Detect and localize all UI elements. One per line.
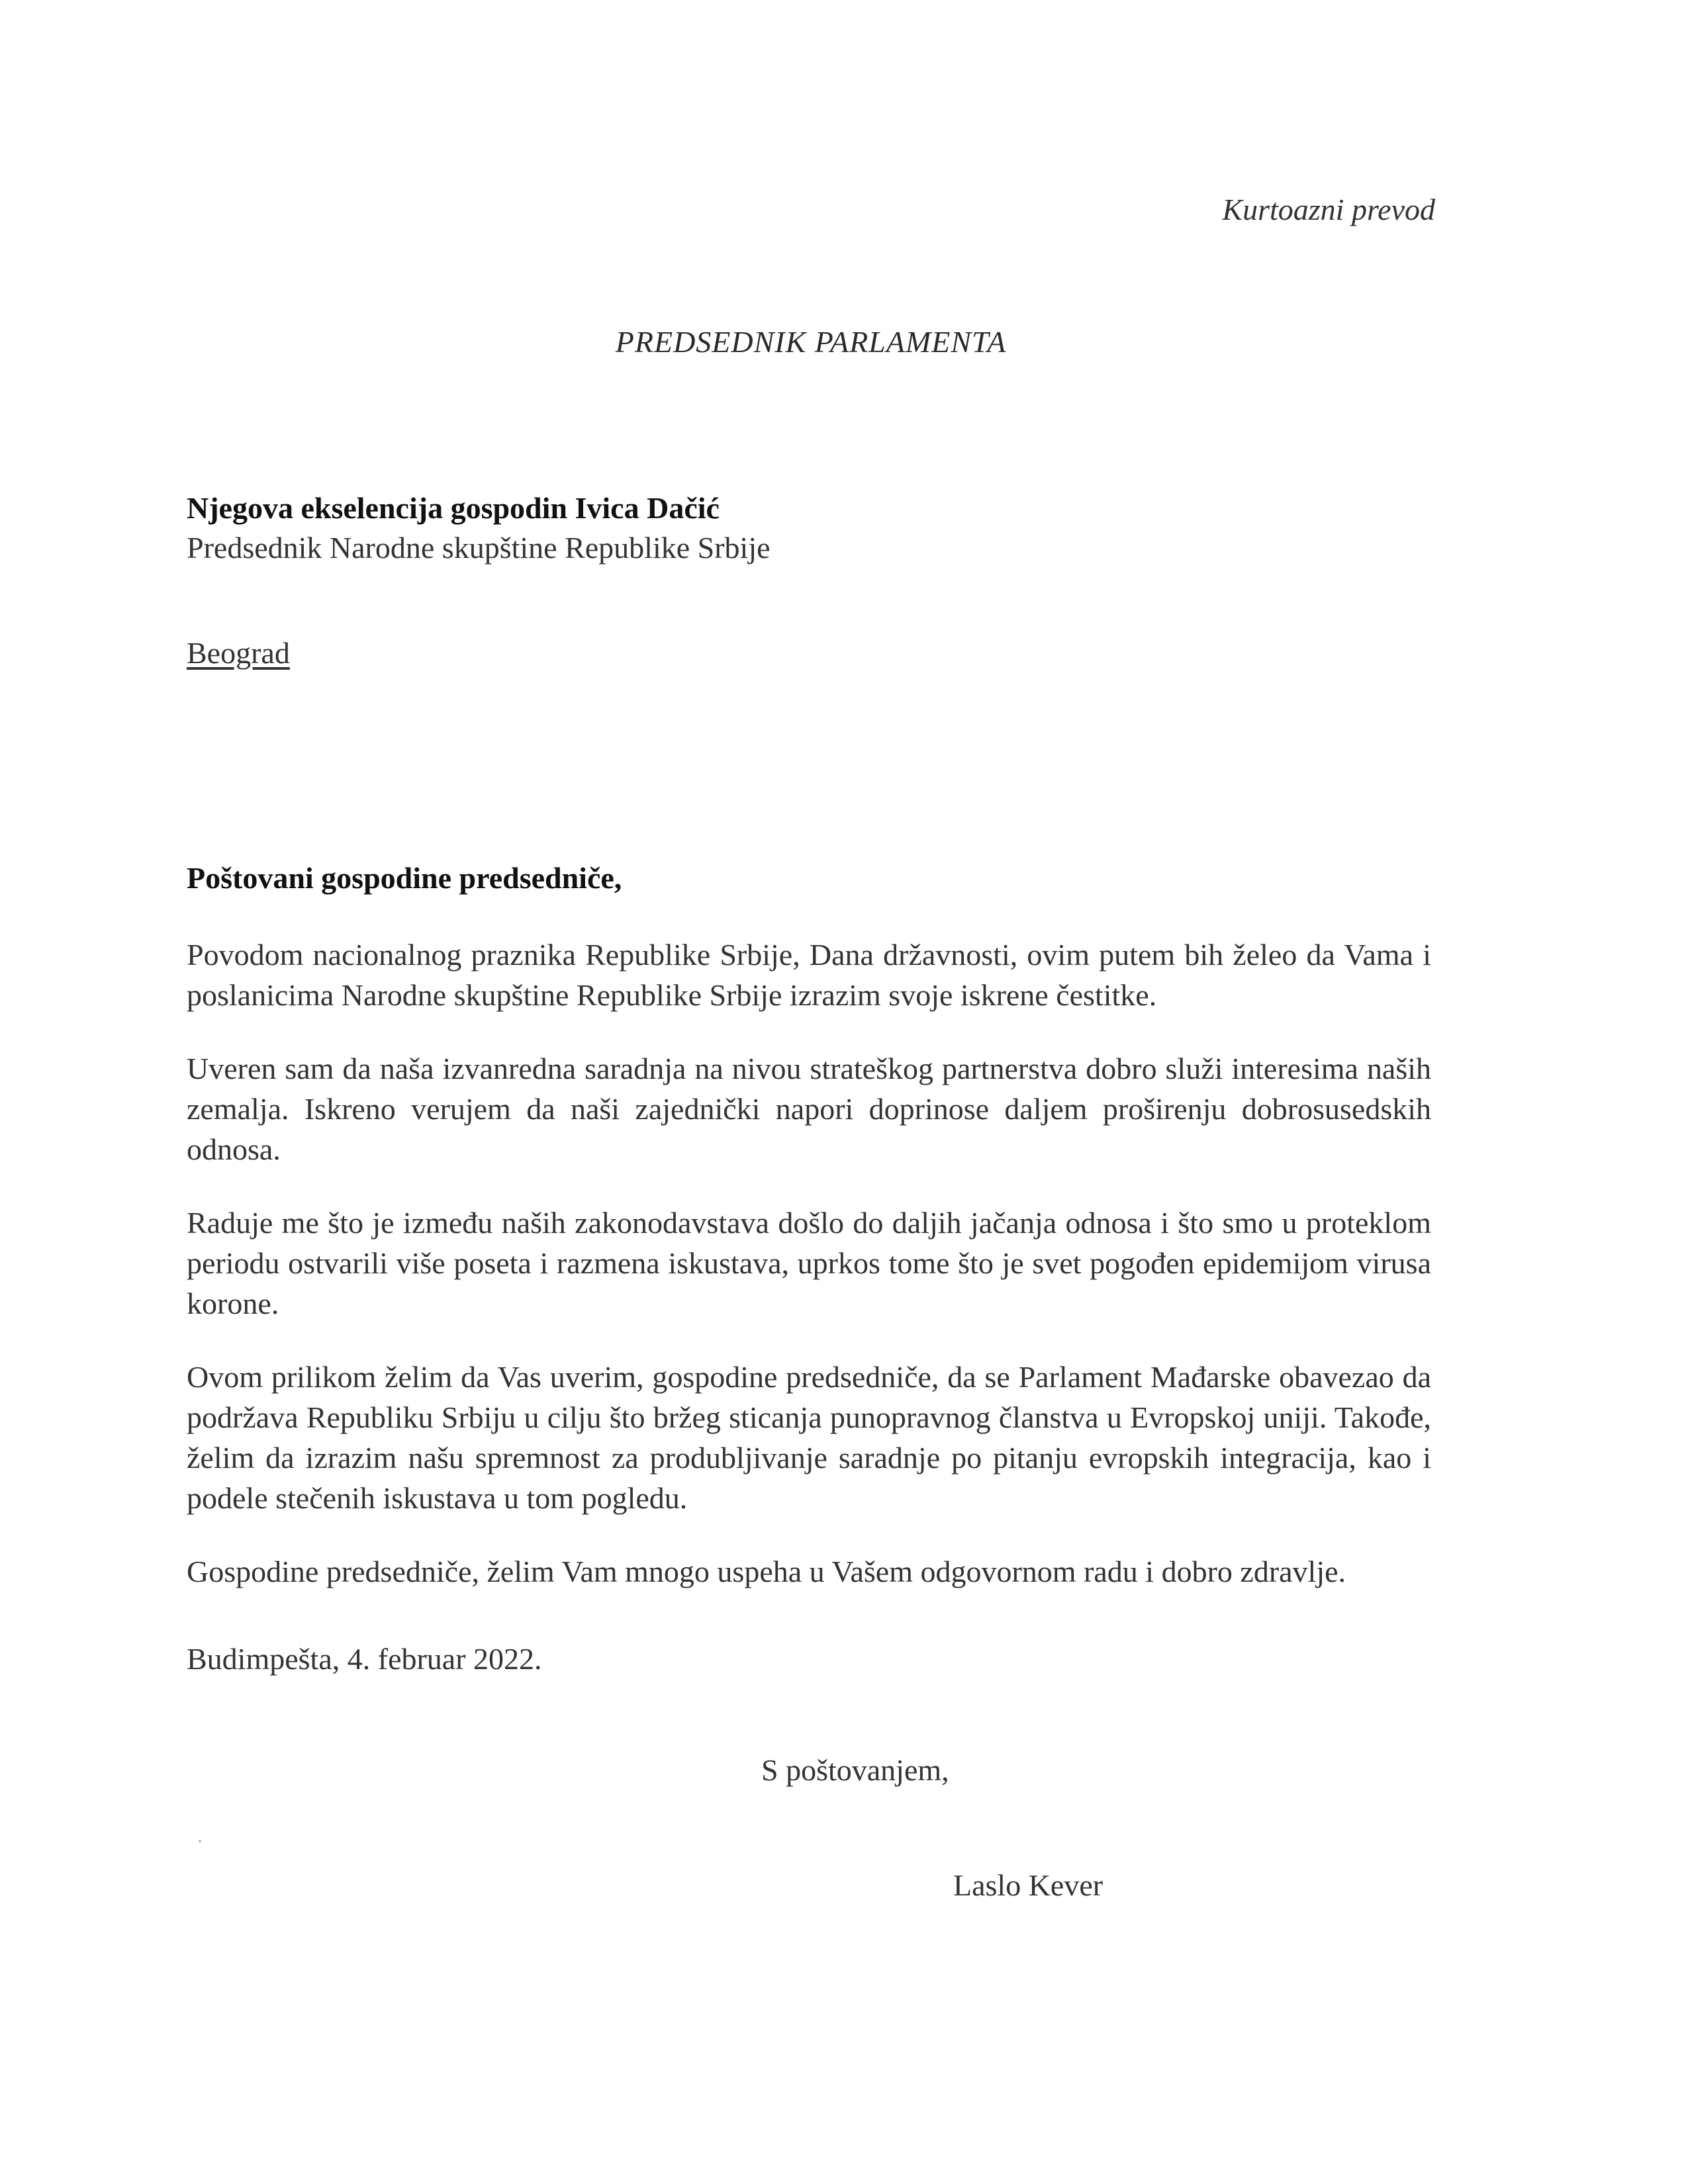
closing-phrase: S poštovanjem, bbox=[761, 1753, 949, 1787]
addressee-block bbox=[187, 488, 771, 568]
letter-body bbox=[187, 934, 1431, 1625]
addressee-name: Njegova ekselencija gospodin Ivica Dačić bbox=[187, 491, 720, 525]
signer-name: Laslo Kever bbox=[953, 1868, 1103, 1902]
body-paragraph: Gospodine predsedniče, želim Vam mnogo uspeha u Vašem odgovornom radu i dobro zdravlje. bbox=[187, 1555, 1346, 1588]
body-paragraph: Raduje me što je između naših zakonodavstava došlo do daljih jačanja odnosa i što smo u proteklom periodu ostvarili više poseta i razmena iskustava, uprkos tome što je svet pogođen epidemijom virusa korone. bbox=[187, 1206, 1431, 1320]
addressee-city: Beograd bbox=[187, 636, 290, 670]
salutation: Poštovani gospodine predsedniče, bbox=[187, 861, 622, 895]
date-line: Budimpešta, 4. februar 2022. bbox=[187, 1642, 542, 1676]
addressee-role: Predsednik Narodne skupštine Republike Srbije bbox=[187, 531, 771, 565]
body-paragraph: Ovom prilikom želim da Vas uverim, gospodine predsedniče, da se Parlament Mađarske obavezao da podržava Republiku Srbiju u cilju što bržeg sticanja punopravnog članstva u Evropskoj uniji. Takođe, želim da izrazim našu spremnost za produbljivanje saradnje po pitanju evropskih integracija, kao i podele stečenih iskustava u tom pogledu. bbox=[187, 1360, 1431, 1515]
body-paragraph: Uveren sam da naša izvanredna saradnja na nivou strateškog partnerstva dobro služi interesima naših zemalja. Iskreno verujem da naši zajednički napori doprinose daljem proširenju dobrosusedskih odnosa. bbox=[187, 1052, 1431, 1166]
body-paragraph: Povodom nacionalnog praznika Republike Srbije, Dana državnosti, ovim putem bih želeo da Vama i poslanicima Narodne skupštine Republike Srbije izrazim svoje iskrene čestitke. bbox=[187, 938, 1431, 1012]
translation-note: Kurtoazni prevod bbox=[1222, 193, 1435, 226]
scan-speck bbox=[199, 1840, 201, 1843]
letter-heading: PREDSEDNIK PARLAMENTA bbox=[615, 325, 1007, 359]
